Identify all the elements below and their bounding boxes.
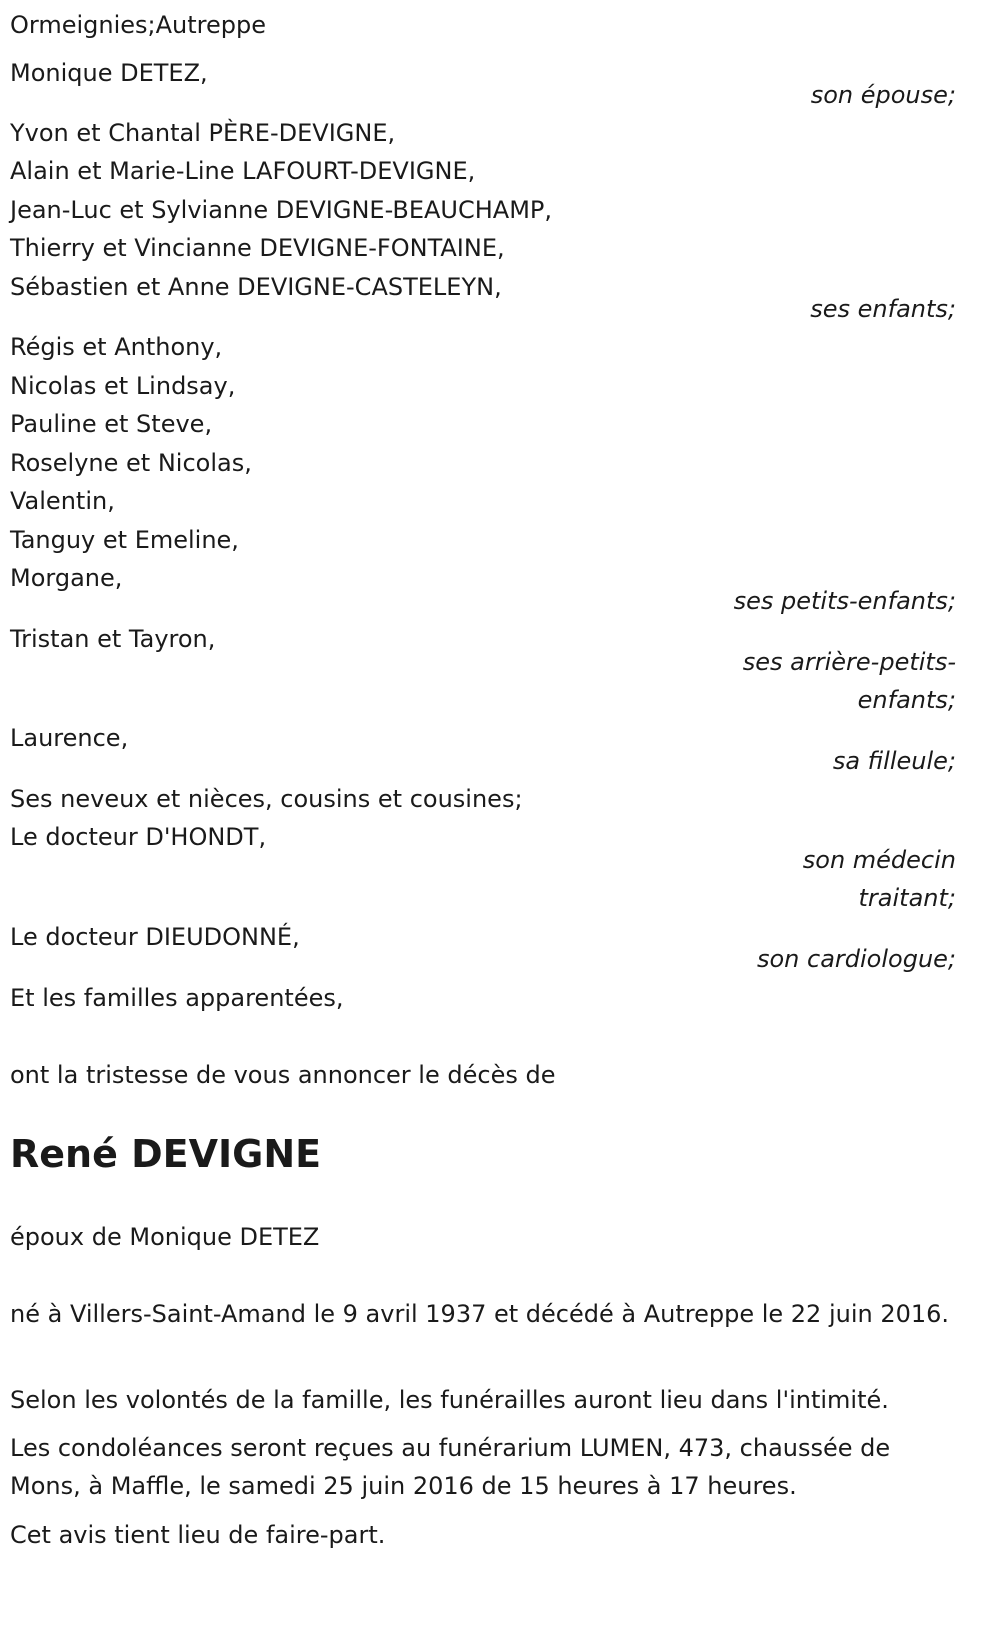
relation-label: traitant;: [858, 884, 956, 912]
birth-death-paragraph: né à Villers-Saint-Amand le 9 avril 1937 et décédé à Autreppe le 22 juin 2016.: [10, 1300, 950, 1328]
relation-label: enfants;: [857, 686, 956, 714]
relation-label: son cardiologue;: [756, 945, 956, 973]
family-line: Le docteur DIEUDONNÉ,: [10, 923, 300, 951]
relation-label: son épouse;: [810, 81, 956, 109]
family-line: Sébastien et Anne DEVIGNE-CASTELEYN,: [10, 273, 502, 301]
funeral-paragraph: Selon les volontés de la famille, les funérailles auront lieu dans l'intimité.: [10, 1386, 889, 1414]
family-line: Roselyne et Nicolas,: [10, 449, 252, 477]
family-line: Morgane,: [10, 564, 123, 592]
family-line: Tristan et Tayron,: [10, 625, 216, 653]
condolences-paragraph: Les condoléances seront reçues au funérarium LUMEN, 473, chaussée de Mons, à Maffle, le samedi 25 juin 2016 de 15 heures à 17 heures.: [10, 1434, 891, 1500]
spouse-line: époux de Monique DETEZ: [10, 1223, 320, 1251]
family-line: Tanguy et Emeline,: [10, 526, 239, 554]
deceased-name: René DEVIGNE: [10, 1132, 322, 1176]
families-line: Et les familles apparentées,: [10, 984, 344, 1012]
family-line: Jean-Luc et Sylvianne DEVIGNE-BEAUCHAMP,: [10, 196, 553, 224]
family-line: Alain et Marie-Line LAFOURT-DEVIGNE,: [10, 157, 476, 185]
family-line: Valentin,: [10, 487, 115, 515]
family-line: Régis et Anthony,: [10, 333, 223, 361]
family-line: Thierry et Vincianne DEVIGNE-FONTAINE,: [10, 234, 505, 262]
family-line: Laurence,: [10, 724, 129, 752]
family-line: Le docteur D'HONDT,: [10, 823, 267, 851]
family-line: Ses neveux et nièces, cousins et cousines;: [10, 785, 523, 813]
family-line: Pauline et Steve,: [10, 410, 213, 438]
relation-label: ses arrière-petits-: [742, 648, 956, 676]
family-line: Yvon et Chantal PÈRE-DEVIGNE,: [10, 119, 396, 147]
announcement-line: ont la tristesse de vous annoncer le décès de: [10, 1061, 556, 1089]
notice-paragraph: Cet avis tient lieu de faire-part.: [10, 1521, 386, 1549]
location-line: Ormeignies;Autreppe: [10, 11, 266, 39]
relation-label: ses petits-enfants;: [733, 587, 956, 615]
relation-label: ses enfants;: [810, 295, 956, 323]
family-line: Nicolas et Lindsay,: [10, 372, 236, 400]
relation-label: sa filleule;: [832, 747, 956, 775]
relation-label: son médecin: [802, 846, 956, 874]
family-line: Monique DETEZ,: [10, 59, 208, 87]
